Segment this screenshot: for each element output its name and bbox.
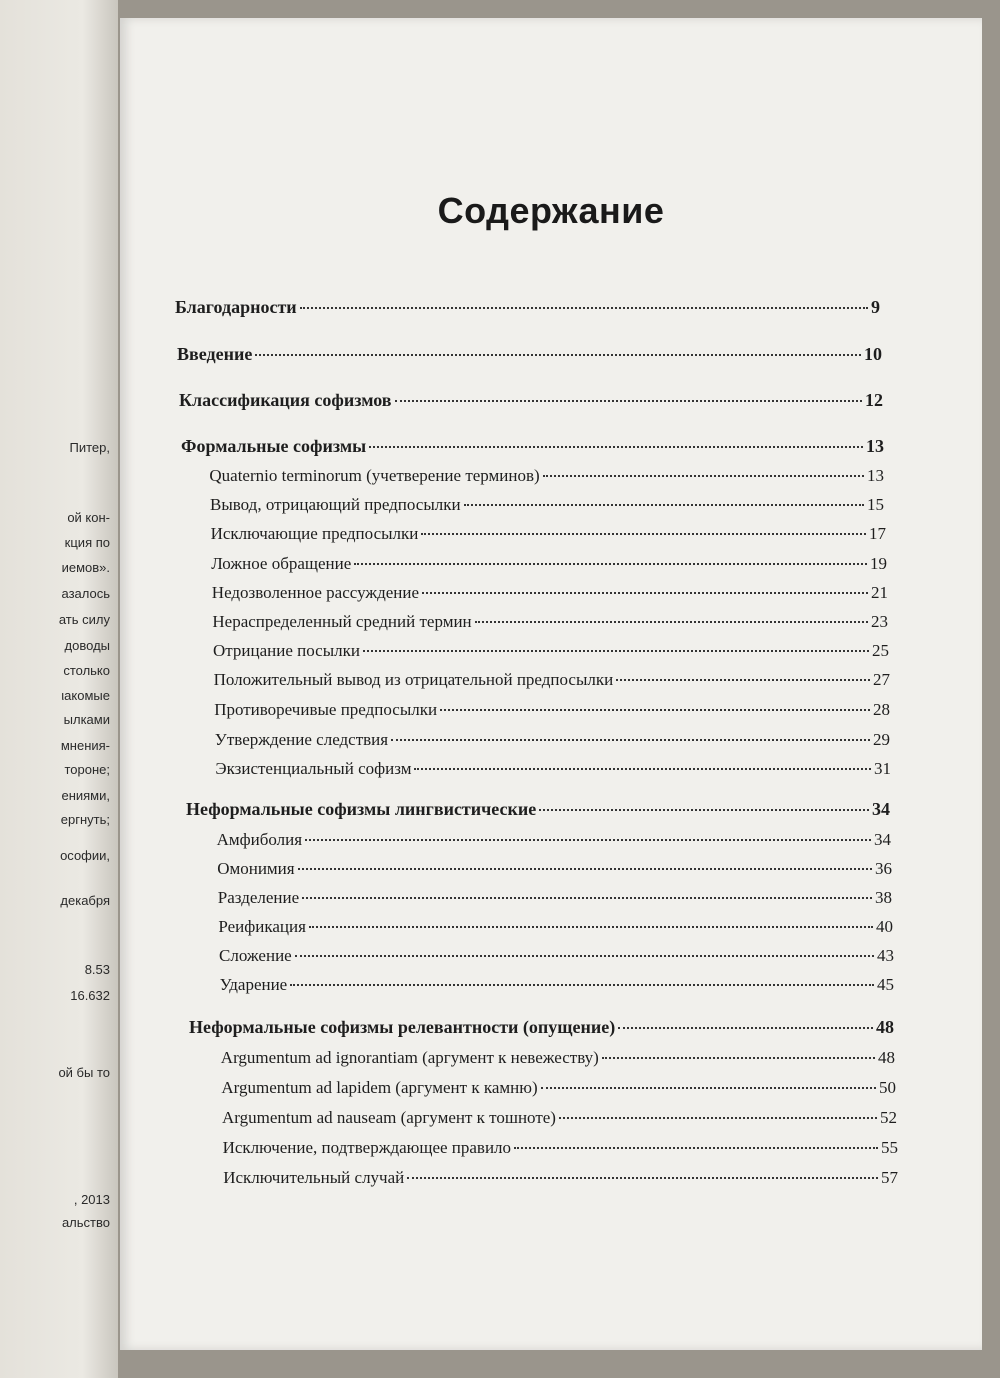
toc-page-number: 45	[876, 975, 894, 994]
toc-entry	[215, 730, 890, 750]
toc-leader-dots	[440, 709, 870, 711]
toc-entry	[221, 1048, 895, 1068]
toc-leader-dots	[363, 650, 869, 652]
toc-leader-dots	[295, 955, 874, 957]
toc-chapter	[189, 1017, 894, 1038]
toc-entry	[210, 495, 884, 515]
toc-entry	[214, 700, 890, 720]
toc-page-number: 43	[877, 946, 894, 965]
toc-title: Благодарности	[175, 297, 297, 317]
toc-page-number: 48	[877, 1048, 895, 1067]
left-page-text-fragment: Питер,	[69, 440, 110, 455]
toc-page-number: 23	[870, 612, 888, 631]
left-page-text-fragment: ой кон-	[67, 510, 110, 525]
toc-leader-dots	[559, 1117, 877, 1119]
toc-entry	[212, 583, 888, 603]
toc-page-number: 48	[876, 1017, 894, 1037]
toc-entry	[221, 1078, 896, 1098]
toc-leader-dots	[354, 563, 867, 565]
toc-title: Исключительный случай	[223, 1168, 405, 1187]
toc-chapter	[181, 436, 884, 457]
toc-entry	[218, 888, 892, 908]
toc-page-number: 57	[880, 1168, 898, 1187]
toc-title: Экзистенциальный софизм	[215, 759, 412, 778]
toc-page-number: 52	[880, 1108, 897, 1127]
left-page-text-fragment: азалось	[61, 586, 110, 601]
toc-entry	[223, 1168, 898, 1188]
left-page-text-fragment: альство	[61, 1215, 110, 1230]
toc-page-number: 10	[864, 344, 882, 364]
toc-chapter	[177, 344, 882, 365]
toc-title: Отрицание посылки	[213, 641, 360, 660]
left-page-text-fragment: ылками	[63, 712, 110, 727]
toc-title: Неформальные софизмы лингвистические	[186, 799, 537, 819]
left-page-text-fragment: иемов».	[61, 560, 110, 575]
toc-page-number: 15	[867, 495, 884, 514]
toc-page-number: 50	[878, 1078, 896, 1097]
toc-page-number: 13	[866, 466, 884, 485]
toc-title: Argumentum ad nauseam (аргумент к тошноте)	[222, 1108, 556, 1127]
toc-leader-dots	[298, 868, 872, 870]
left-page-text-fragment: 8.53	[84, 962, 110, 977]
toc-title: Противоречивые предпосылки	[214, 700, 438, 719]
toc-leader-dots	[602, 1057, 875, 1059]
toc-page-number: 29	[872, 730, 890, 749]
left-page-text-fragment: мнения-	[60, 738, 110, 753]
toc-leader-dots	[300, 307, 868, 309]
left-page-text-fragment: кция по	[64, 535, 110, 550]
toc-leader-dots	[407, 1177, 878, 1179]
toc-page-number: 55	[880, 1138, 898, 1157]
toc-title: Исключение, подтверждающее правило	[222, 1138, 512, 1157]
toc-leader-dots	[475, 621, 868, 623]
toc-entry	[218, 917, 893, 937]
toc-entry	[220, 975, 894, 995]
toc-page-number: 21	[870, 583, 888, 602]
toc-title: Введение	[177, 344, 253, 364]
toc-title: Ложное обращение	[211, 554, 352, 573]
toc-title: Argumentum ad ignorantiam (аргумент к невежеству)	[220, 1048, 599, 1067]
toc-page-number: 17	[868, 524, 886, 543]
toc-entry	[214, 670, 890, 690]
toc-entry	[211, 554, 887, 574]
toc-title: Сложение	[219, 946, 292, 965]
left-page-text-fragment: столько	[63, 663, 110, 678]
toc-title: Неформальные софизмы релевантности (опущение)	[189, 1017, 616, 1037]
left-page	[0, 0, 118, 1378]
toc-leader-dots	[543, 475, 864, 477]
toc-title: Quaternio terminorum (учетверение терминов)	[209, 466, 540, 485]
toc-page-number: 34	[873, 830, 891, 849]
toc-title: Недозволенное рассуждение	[211, 583, 420, 602]
left-page-text-fragment: ергнуть;	[60, 812, 110, 827]
left-page-text-fragment: ософии,	[60, 848, 110, 863]
toc-leader-dots	[618, 1027, 873, 1029]
toc-page-number: 31	[873, 759, 891, 778]
toc-leader-dots	[290, 984, 874, 986]
toc-entry	[219, 946, 894, 966]
toc-title: Амфиболия	[216, 830, 303, 849]
left-page-text-fragment: 16.632	[70, 988, 110, 1003]
toc-entry	[209, 466, 884, 486]
right-page	[120, 18, 982, 1350]
toc-entry	[211, 524, 886, 544]
left-page-text-fragment: ениями,	[61, 788, 110, 803]
left-page-text-fragment: доводы	[64, 638, 110, 653]
toc-entry	[217, 859, 892, 879]
toc-title: Ударение	[219, 975, 288, 994]
left-page-text-fragment: тороне;	[64, 762, 110, 777]
left-page-text-fragment: ой бы то	[58, 1065, 110, 1080]
toc-leader-dots	[395, 400, 863, 402]
left-page-text-fragment: , 2013	[73, 1192, 110, 1207]
toc-page-number: 40	[875, 917, 893, 936]
toc-entry	[213, 641, 889, 661]
toc-leader-dots	[539, 809, 869, 811]
toc-title: Разделение	[217, 888, 300, 907]
toc-leader-dots	[309, 926, 873, 928]
toc-leader-dots	[391, 739, 870, 741]
toc-leader-dots	[421, 533, 866, 535]
toc-title: Вывод, отрицающий предпосылки	[210, 495, 461, 514]
toc-page-number: 19	[869, 554, 887, 573]
toc-leader-dots	[616, 679, 870, 681]
left-page-text-fragment: ιакомые	[61, 688, 110, 703]
toc-entry	[212, 612, 888, 632]
toc-title: Утверждение следствия	[214, 730, 389, 749]
toc-chapter	[186, 799, 890, 820]
toc-title: Положительный вывод из отрицательной предпосылки	[213, 670, 614, 689]
left-page-text-fragment: декабря	[60, 893, 110, 908]
toc-leader-dots	[414, 768, 871, 770]
toc-page-number: 38	[874, 888, 892, 907]
toc-leader-dots	[302, 897, 872, 899]
toc-title: Реификация	[218, 917, 306, 936]
toc-page-number: 12	[865, 390, 883, 410]
toc-title: Argumentum ad lapidem (аргумент к камню)	[221, 1078, 538, 1097]
toc-leader-dots	[305, 839, 871, 841]
toc-leader-dots	[422, 592, 868, 594]
toc-page-number: 36	[874, 859, 892, 878]
toc-title: Омонимия	[217, 859, 295, 878]
toc-leader-dots	[464, 504, 864, 506]
toc-page-number: 27	[872, 670, 890, 689]
toc-title: Классификация софизмов	[179, 390, 392, 410]
toc-page-number: 34	[872, 799, 890, 819]
toc-chapter	[175, 297, 880, 318]
toc-entry	[215, 759, 891, 779]
page-title: Содержание	[437, 190, 665, 231]
toc-title: Формальные софизмы	[181, 436, 367, 456]
toc-page-number: 13	[866, 436, 884, 456]
toc-page-number: 9	[871, 297, 880, 317]
toc-page-number: 25	[872, 641, 889, 660]
toc-page-number: 28	[872, 700, 890, 719]
toc-title: Нераспределенный средний термин	[212, 612, 472, 631]
toc-leader-dots	[514, 1147, 878, 1149]
toc-entry	[222, 1108, 897, 1128]
toc-leader-dots	[255, 354, 861, 356]
toc-entry	[223, 1138, 898, 1158]
toc-chapter	[179, 390, 883, 411]
toc-title: Исключающие предпосылки	[210, 524, 419, 543]
toc-entry	[217, 830, 891, 850]
left-page-text-fragment: ать силу	[58, 612, 110, 627]
toc-leader-dots	[369, 446, 863, 448]
toc-leader-dots	[541, 1087, 876, 1089]
